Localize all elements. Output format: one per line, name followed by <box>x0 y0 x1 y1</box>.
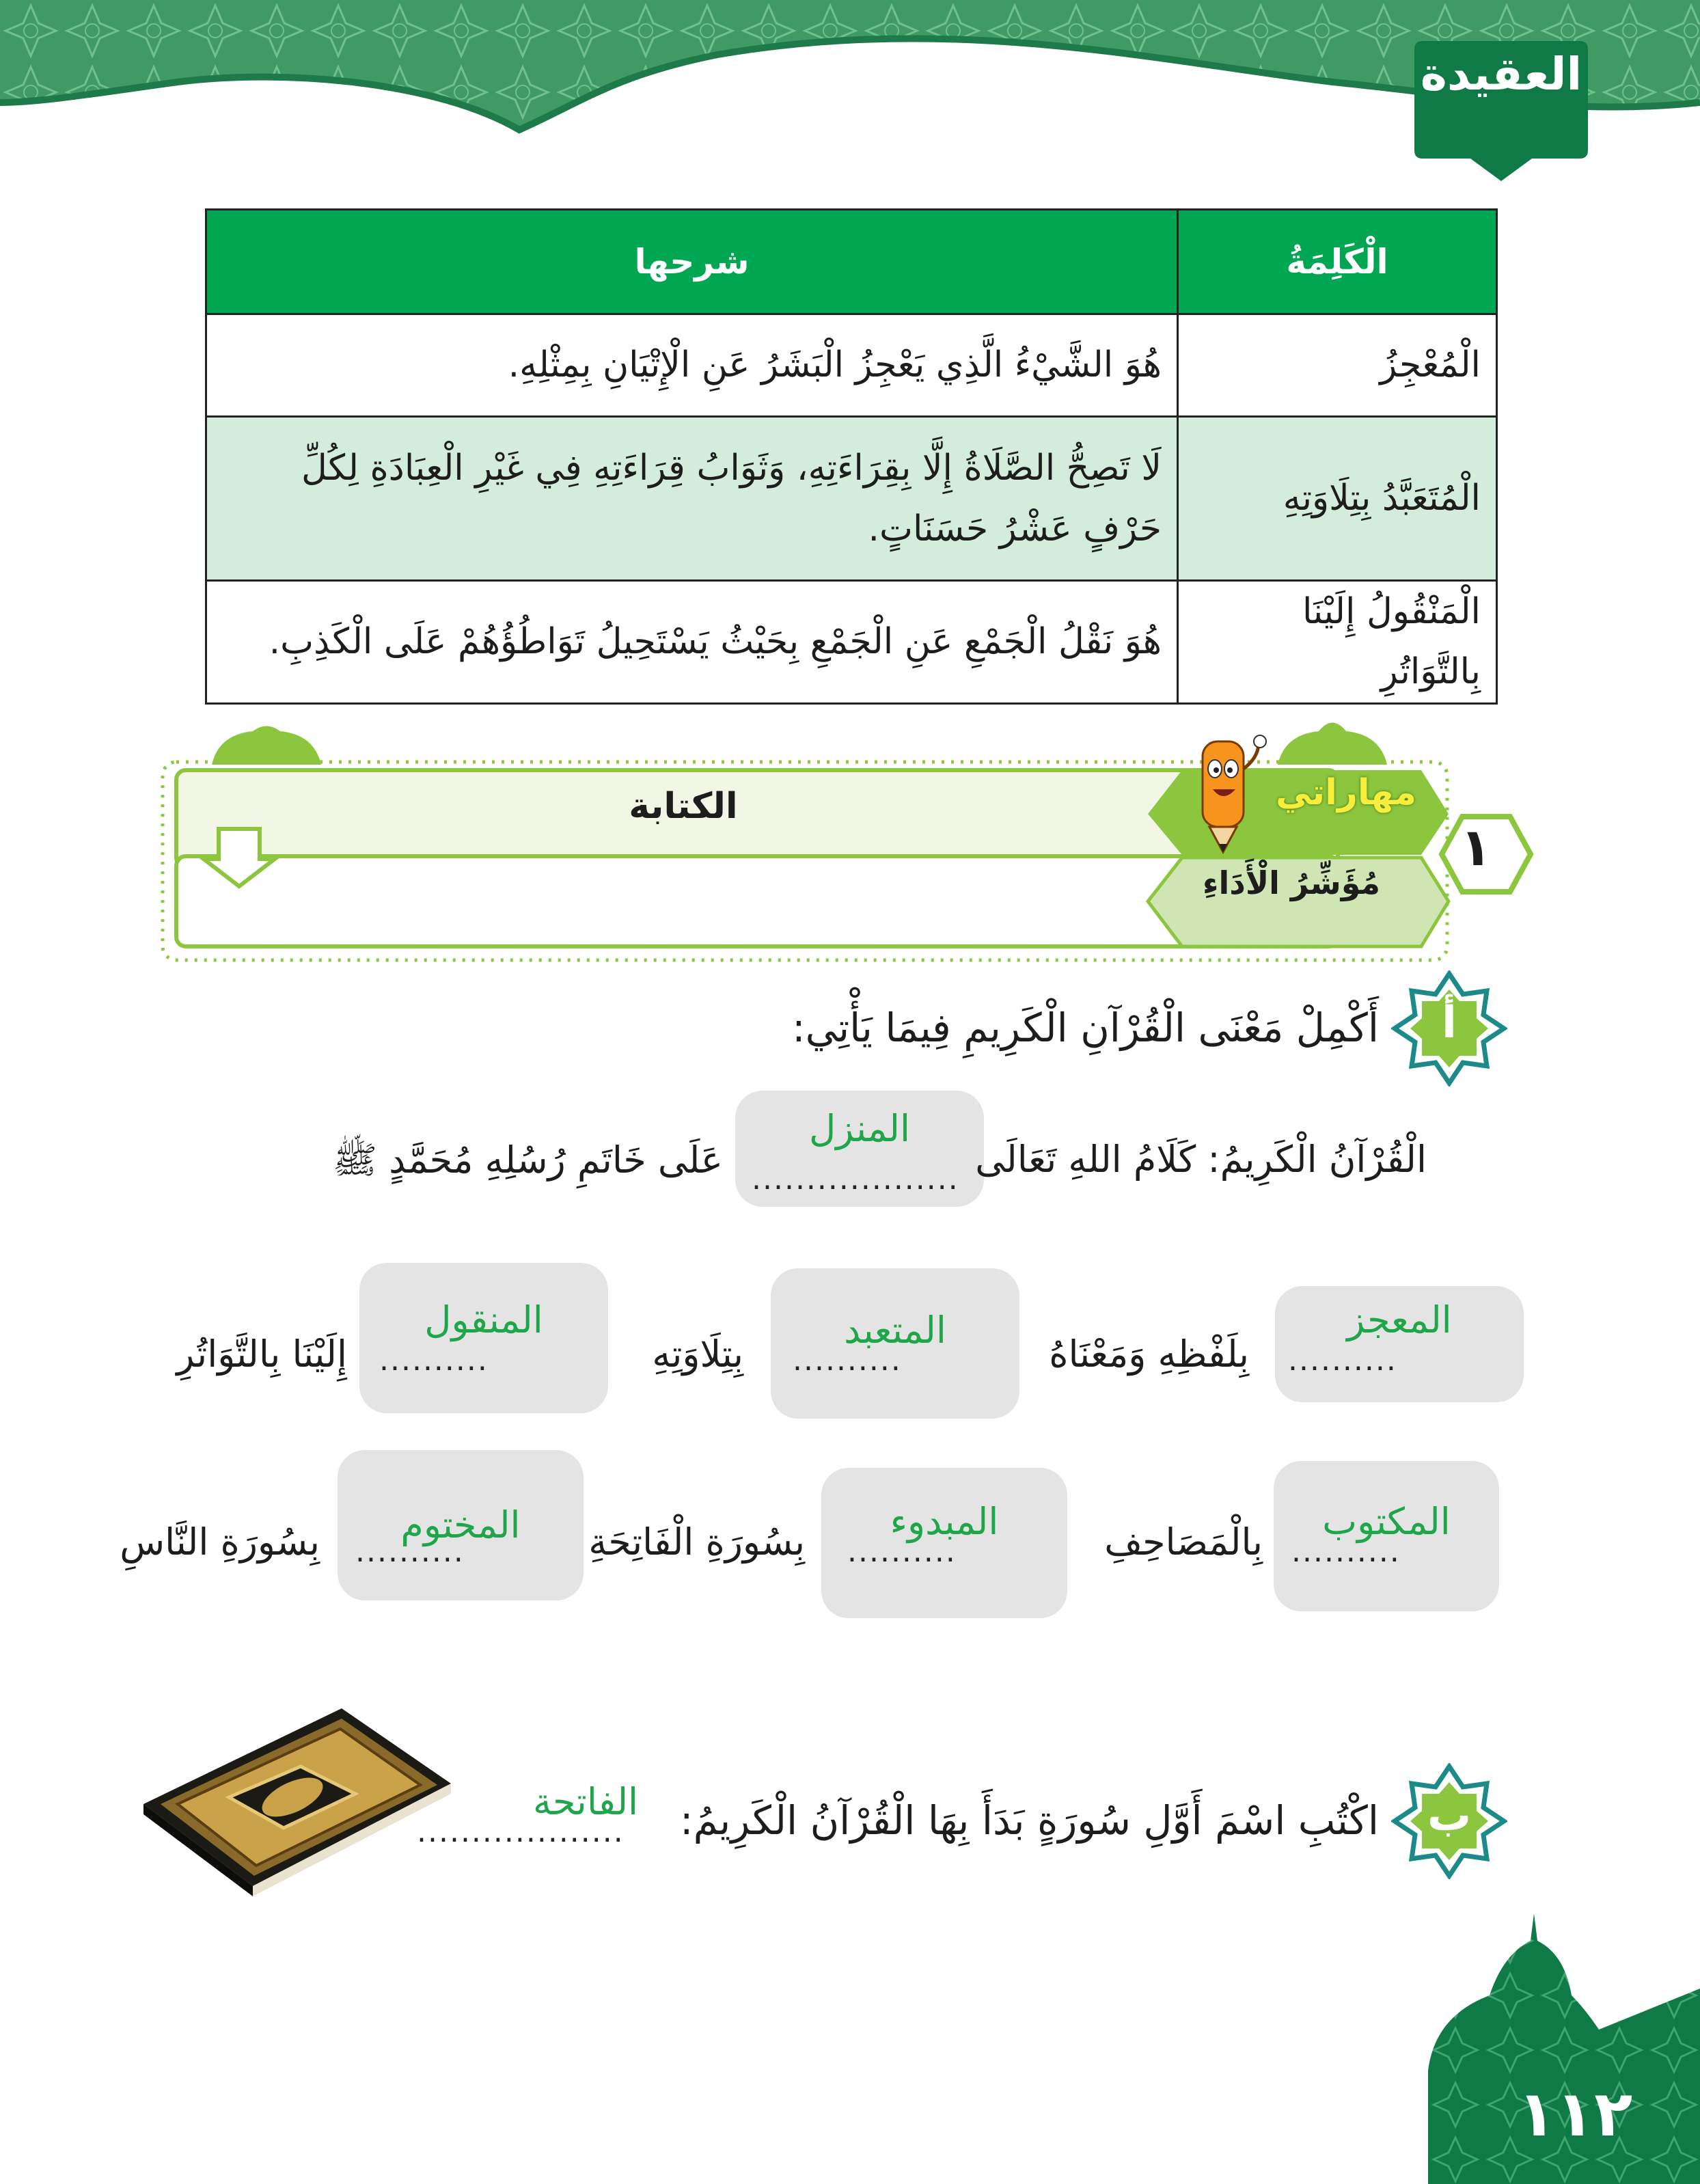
section-tab <box>1409 34 1593 185</box>
answer-mutaabbad: المتعبد <box>844 1309 946 1352</box>
answer-dots: .......... <box>847 1534 957 1569</box>
answer-dots: ................... <box>752 1162 959 1197</box>
answer-makhtum: المختوم <box>400 1503 521 1546</box>
page-number: ١١٢ <box>1517 2077 1633 2151</box>
skill-number: ١ <box>1459 817 1492 877</box>
skill-name: الكتابة <box>629 786 738 827</box>
answer-dots: .......... <box>793 1343 902 1378</box>
answer-dots: ................... <box>417 1814 625 1849</box>
answer-dots: .......... <box>1291 1534 1401 1569</box>
answer-manqul: المنقول <box>424 1298 543 1341</box>
text-bilafzihi: بِلَفْظِهِ وَمَعْنَاهُ <box>1049 1333 1249 1376</box>
section-title: العقيدة <box>1420 48 1582 100</box>
definitions-table <box>205 208 1498 705</box>
table-cell-word: الْمُتَعَبَّدُ بِتِلَاوَتِهِ <box>1178 417 1497 581</box>
exercise-a-instruction: أَكْمِلْ مَعْنَى الْقُرْآنِ الْكَرِيمِ فِيمَا يَأْتِي: <box>792 1005 1379 1051</box>
badge-a-label: أ <box>1442 998 1457 1048</box>
quran-book-icon <box>137 1702 458 1900</box>
answer-maktub: المكتوب <box>1322 1500 1451 1543</box>
table-row <box>206 417 1497 581</box>
table-header-explanation: شرحها <box>206 210 1178 314</box>
text-bisurat-fatiha: بِسُورَةِ الْفَاتِحَةِ <box>588 1520 805 1564</box>
answer-fatiha: الفاتحة <box>533 1780 639 1823</box>
answer-mabdu: المبدوء <box>890 1500 999 1543</box>
text-bisurat-nas: بِسُورَةِ النَّاسِ <box>120 1520 320 1564</box>
badge-b-label: ب <box>1427 1790 1472 1841</box>
answer-dots: .......... <box>355 1534 465 1569</box>
skills-banner-frame <box>157 707 1537 967</box>
table-header-word: الْكَلِمَةُ <box>1178 210 1497 314</box>
text-bilmasahif: بِالْمَصَاحِفِ <box>1104 1520 1263 1564</box>
answer-dots: .......... <box>1288 1343 1397 1378</box>
table-cell-word: الْمُعْجِزُ <box>1178 314 1497 417</box>
exercise-b-instruction: اكْتُبِ اسْمَ أَوَّلِ سُورَةٍ بَدَأَ بِهَا الْقُرْآنُ الْكَرِيمُ: <box>680 1797 1379 1844</box>
answer-muejiz: المعجز <box>1347 1298 1452 1341</box>
table-header-row <box>206 210 1497 314</box>
skills-label: مهاراتي <box>1276 772 1416 813</box>
table-cell-explanation: هُوَ نَقْلُ الْجَمْعِ عَنِ الْجَمْعِ بِحَيْثُ يَسْتَحِيلُ تَوَاطُؤُهُمْ عَلَى الْكَذِبِ. <box>206 581 1178 704</box>
pencil-mascot-icon <box>1182 728 1271 858</box>
indicator-label: مُؤَشِّرُ الْأَدَاءِ <box>1202 864 1381 901</box>
text-ilayna: إِلَيْنَا بِالتَّوَاتُرِ <box>176 1333 347 1376</box>
line1-start: الْقُرْآنُ الْكَرِيمُ: كَلَامُ اللهِ تَعَالَى <box>975 1138 1427 1181</box>
answer-munazzal: المنزل <box>809 1107 910 1150</box>
table-row <box>206 581 1497 704</box>
table-cell-word: الْمَنْقُولُ إِلَيْنَا بِالتَّوَاتُرِ <box>1178 581 1497 704</box>
answer-dots: .......... <box>379 1343 489 1378</box>
table-row <box>206 314 1497 417</box>
line1-end: عَلَى خَاتَمِ رُسُلِهِ مُحَمَّدٍ ﷺ <box>332 1138 723 1182</box>
table-cell-explanation: لَا تَصِحُّ الصَّلَاةُ إِلَّا بِقِرَاءَتِهِ، وَثَوَابُ قِرَاءَتِهِ فِي غَيْرِ الْعِبَادَةِ لِكُلِّ حَرْفٍ عَشْرُ حَسَنَاتٍ. <box>206 417 1178 581</box>
text-bitilawatihi: بِتِلَاوَتِهِ <box>652 1333 743 1376</box>
table-cell-explanation: هُوَ الشَّيْءُ الَّذِي يَعْجِزُ الْبَشَرُ عَنِ الْإِتْيَانِ بِمِثْلِهِ. <box>206 314 1178 417</box>
